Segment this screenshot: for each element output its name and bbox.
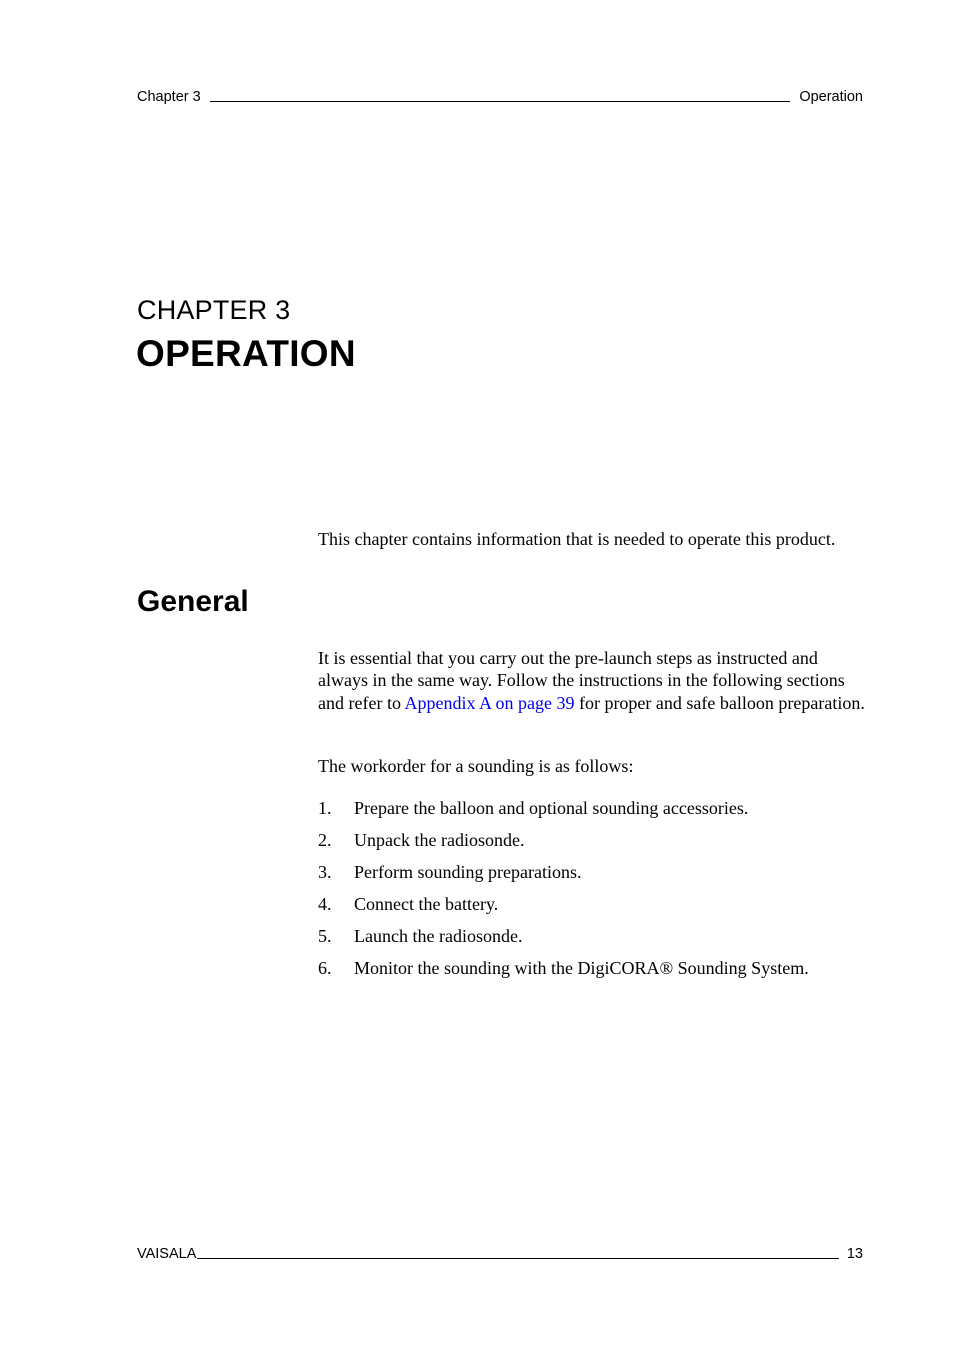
- header-section: Operation: [799, 89, 863, 105]
- header-rule: [210, 101, 791, 102]
- footer-rule: [197, 1258, 838, 1259]
- step-text: Launch the radiosonde.: [354, 926, 523, 946]
- step-number: 3.: [318, 862, 332, 882]
- chapter-title: OPERATION: [136, 333, 356, 374]
- step-number: 2.: [318, 830, 332, 850]
- step-text: Monitor the sounding with the DigiCORA® Sounding System.: [354, 958, 809, 978]
- step-text: Prepare the balloon and optional sounding accessories.: [354, 798, 749, 818]
- step-text: Perform sounding preparations.: [354, 862, 582, 882]
- general-paragraph: [318, 647, 870, 714]
- footer-company: VAISALA: [137, 1246, 197, 1262]
- paragraph-text-before-link: It is essential that you carry out the pre-launch steps as instructed and always in the same way. Follow the instructions in the following sections and refer to: [318, 648, 845, 713]
- page-footer: [137, 1243, 863, 1263]
- header-chapter: Chapter 3: [137, 89, 201, 105]
- step-number: 5.: [318, 926, 332, 946]
- step-number: 4.: [318, 894, 332, 914]
- step-text: Connect the battery.: [354, 894, 499, 914]
- page-header: [137, 86, 863, 106]
- paragraph-text-after-link: for proper and safe balloon preparation.: [574, 692, 865, 713]
- page-number: 13: [846, 1246, 863, 1262]
- workorder-intro: The workorder for a sounding is as follows:: [318, 756, 634, 776]
- chapter-label: CHAPTER 3: [137, 295, 291, 325]
- section-heading-general: General: [137, 585, 249, 618]
- appendix-a-link[interactable]: Appendix A on page 39: [404, 692, 575, 713]
- step-text: Unpack the radiosonde.: [354, 830, 525, 850]
- step-number: 6.: [318, 958, 332, 978]
- step-number: 1.: [318, 798, 332, 818]
- chapter-intro: This chapter contains information that is needed to operate this product.: [318, 529, 836, 549]
